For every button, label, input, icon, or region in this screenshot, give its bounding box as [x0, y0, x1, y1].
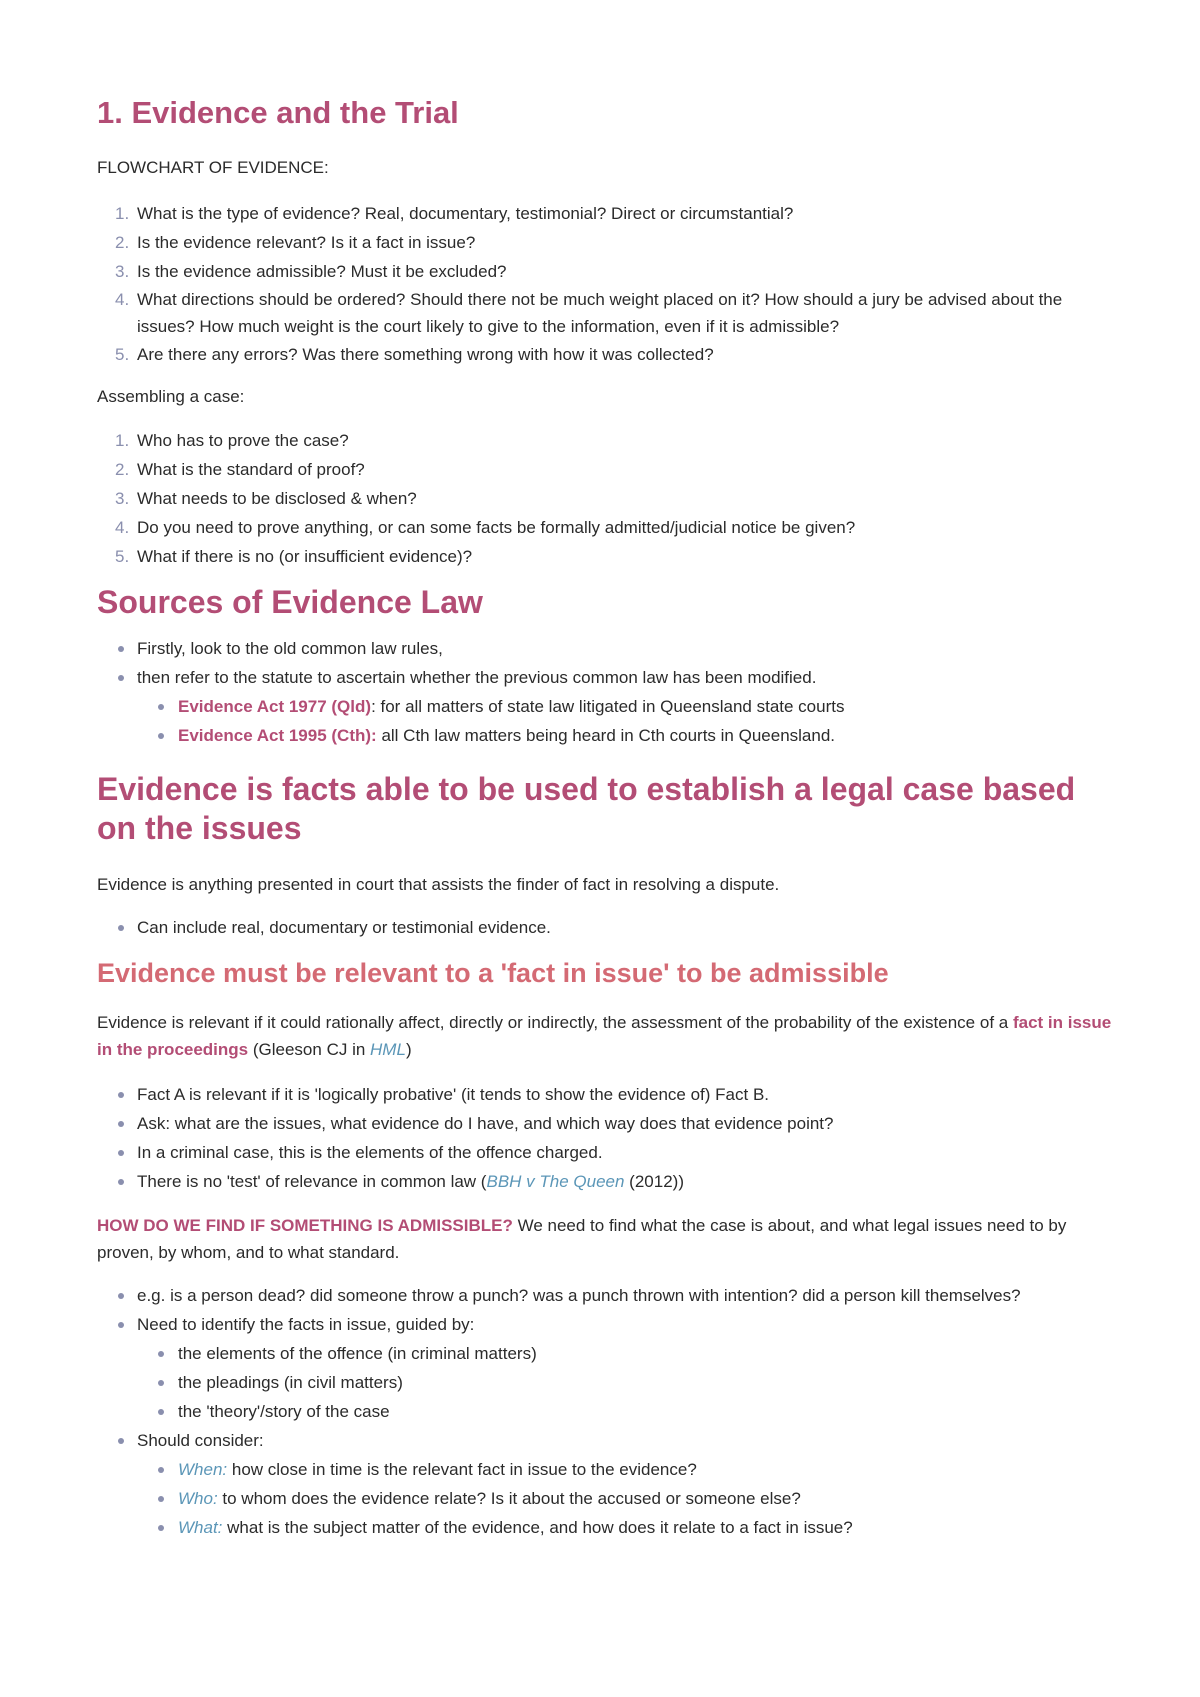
- list-item: [97, 484, 1116, 513]
- list-number: 2.: [115, 233, 130, 252]
- list-item: [97, 913, 1116, 942]
- list-item-text: the 'theory'/story of the case: [178, 1402, 390, 1421]
- bullet-icon: [118, 675, 124, 681]
- bullet-icon: [158, 704, 164, 710]
- bullet-icon: [118, 1121, 124, 1127]
- relevance-text: (Gleeson CJ in: [248, 1040, 371, 1059]
- list-item-text: Can include real, documentary or testimonial evidence.: [137, 918, 551, 937]
- list-number: 5.: [115, 345, 130, 364]
- list-item: [97, 1138, 1116, 1167]
- list-item: [137, 1397, 1116, 1426]
- list-number: 4.: [115, 518, 130, 537]
- assembling-label: Assembling a case:: [97, 387, 245, 406]
- acts-list: [137, 692, 1116, 750]
- list-item-text: Should consider:: [137, 1431, 264, 1450]
- list-item: [137, 1513, 1116, 1542]
- list-item-text: Need to identify the facts in issue, guided by:: [137, 1315, 475, 1334]
- highlighted-text: fact in issue in the proceedings: [97, 1013, 1112, 1059]
- consideration-label: What:: [178, 1518, 223, 1537]
- guided-list: [137, 1339, 1116, 1426]
- list-item-text: (2012)): [624, 1172, 684, 1191]
- act-name: Evidence Act 1977 (Qld): [178, 697, 372, 716]
- list-item-text: What is the standard of proof?: [137, 460, 365, 479]
- sources-list: [97, 634, 1116, 750]
- list-item: [97, 634, 1116, 663]
- list-item: [97, 426, 1116, 455]
- list-item: [137, 721, 1116, 750]
- list-number: 2.: [115, 460, 130, 479]
- relevance-text: Evidence is relevant if it could rationally affect, directly or indirectly, the assessment of the probability of the existence of a: [97, 1013, 1013, 1032]
- section-heading-sources: Sources of Evidence Law: [97, 584, 483, 620]
- list-item: [97, 286, 1116, 340]
- list-item-text: e.g. is a person dead? did someone throw a punch? was a punch thrown with intention? did a person kill themselves?: [137, 1286, 1021, 1305]
- list-item-text: what is the subject matter of the evidence, and how does it relate to a fact in issue?: [222, 1518, 853, 1537]
- list-item: [97, 1281, 1116, 1310]
- list-item-text: What needs to be disclosed & when?: [137, 489, 417, 508]
- facts-paragraph: Evidence is anything presented in court that assists the finder of fact in resolving a dispute.: [97, 875, 780, 894]
- list-item: [97, 228, 1116, 257]
- list-item: [137, 1455, 1116, 1484]
- bullet-icon: [118, 1293, 124, 1299]
- admissible-paragraph: [97, 1212, 1116, 1266]
- list-item: [97, 455, 1116, 484]
- list-item-text: In a criminal case, this is the elements of the offence charged.: [137, 1143, 603, 1162]
- list-item-text: : for all matters of state law litigated in Queensland state courts: [371, 697, 845, 716]
- section-heading-evidence-and-trial: 1. Evidence and the Trial: [97, 95, 459, 130]
- assembling-list: [97, 426, 1116, 571]
- relevance-paragraph: [97, 1009, 1116, 1063]
- considerations-list: [137, 1455, 1116, 1542]
- act-name: Evidence Act 1995 (Cth):: [178, 726, 377, 745]
- case-reference-link[interactable]: BBH v The Queen: [486, 1172, 625, 1191]
- list-item-text: What is the type of evidence? Real, documentary, testimonial? Direct or circumstantial?: [137, 204, 794, 223]
- list-number: 4.: [115, 290, 130, 309]
- list-item: [97, 340, 1116, 369]
- list-number: 1.: [115, 204, 130, 223]
- admissible-list: [97, 1281, 1116, 1542]
- list-item-text: the pleadings (in civil matters): [178, 1373, 403, 1392]
- bullet-icon: [158, 1380, 164, 1386]
- case-reference-link[interactable]: HML: [370, 1040, 406, 1059]
- relevance-list: [97, 1080, 1116, 1196]
- list-item-text: Are there any errors? Was there something wrong with how it was collected?: [137, 345, 714, 364]
- bullet-icon: [158, 1351, 164, 1357]
- list-item: [137, 1484, 1116, 1513]
- list-item-text: the elements of the offence (in criminal matters): [178, 1344, 537, 1363]
- bullet-icon: [118, 1322, 124, 1328]
- bullet-icon: [118, 1150, 124, 1156]
- list-item: [97, 663, 1116, 750]
- list-item-text: how close in time is the relevant fact in issue to the evidence?: [227, 1460, 697, 1479]
- bullet-icon: [118, 646, 124, 652]
- facts-list: [97, 913, 1116, 942]
- bullet-icon: [158, 1496, 164, 1502]
- list-item: [97, 1080, 1116, 1109]
- list-item: [97, 199, 1116, 228]
- bullet-icon: [158, 1409, 164, 1415]
- list-item-text: There is no 'test' of relevance in common law (: [137, 1172, 487, 1191]
- relevance-text: ): [405, 1040, 412, 1059]
- list-item-text: Firstly, look to the old common law rules,: [137, 639, 443, 658]
- bullet-icon: [118, 1179, 124, 1185]
- list-item-text: What if there is no (or insufficient evidence)?: [137, 547, 473, 566]
- list-number: 1.: [115, 431, 130, 450]
- list-item: [97, 1167, 1116, 1196]
- bullet-icon: [158, 1525, 164, 1531]
- bullet-icon: [158, 1467, 164, 1473]
- list-item: [97, 1310, 1116, 1426]
- list-item-text: all Cth law matters being heard in Cth courts in Queensland.: [376, 726, 836, 745]
- list-item: [97, 542, 1116, 571]
- consideration-label: When:: [178, 1460, 228, 1479]
- list-number: 3.: [115, 262, 130, 281]
- section-heading-relevant: Evidence must be relevant to a 'fact in issue' to be admissible: [97, 958, 889, 988]
- bullet-icon: [118, 1092, 124, 1098]
- list-item-text: Fact A is relevant if it is 'logically probative' (it tends to show the evidence of) Fact B.: [137, 1085, 770, 1104]
- highlighted-question: HOW DO WE FIND IF SOMETHING IS ADMISSIBLE?: [97, 1216, 513, 1235]
- bullet-icon: [118, 1438, 124, 1444]
- list-item: [97, 513, 1116, 542]
- list-item-text: Ask: what are the issues, what evidence do I have, and which way does that evidence point?: [137, 1114, 834, 1133]
- list-number: 3.: [115, 489, 130, 508]
- list-item-text: Do you need to prove anything, or can some facts be formally admitted/judicial notice be given?: [137, 518, 856, 537]
- list-item: [137, 1368, 1116, 1397]
- list-item: [137, 692, 1116, 721]
- list-item-text: Is the evidence admissible? Must it be excluded?: [137, 262, 507, 281]
- flowchart-label: FLOWCHART OF EVIDENCE:: [97, 158, 329, 177]
- list-item: [97, 1426, 1116, 1542]
- list-item-text: What directions should be ordered? Should there not be much weight placed on it? How should a jury be advised about the issues? How much weight is the court likely to give to the information, even if it is admissible?: [137, 290, 1063, 336]
- list-item-text: then refer to the statute to ascertain whether the previous common law has been modified.: [137, 668, 817, 687]
- admissible-text: We need to find what the case is about, and what legal issues need to by proven, by whom, and to what standard.: [97, 1216, 1067, 1262]
- bullet-icon: [158, 733, 164, 739]
- list-item-text: Is the evidence relevant? Is it a fact in issue?: [137, 233, 476, 252]
- section-heading-facts: Evidence is facts able to be used to establish a legal case based on the issues: [97, 771, 1076, 846]
- list-item: [97, 257, 1116, 286]
- list-number: 5.: [115, 547, 130, 566]
- consideration-label: Who:: [178, 1489, 218, 1508]
- bullet-icon: [118, 925, 124, 931]
- list-item-text: Who has to prove the case?: [137, 431, 349, 450]
- list-item: [137, 1339, 1116, 1368]
- list-item: [97, 1109, 1116, 1138]
- list-item-text: to whom does the evidence relate? Is it about the accused or someone else?: [217, 1489, 801, 1508]
- flowchart-list: [97, 199, 1116, 369]
